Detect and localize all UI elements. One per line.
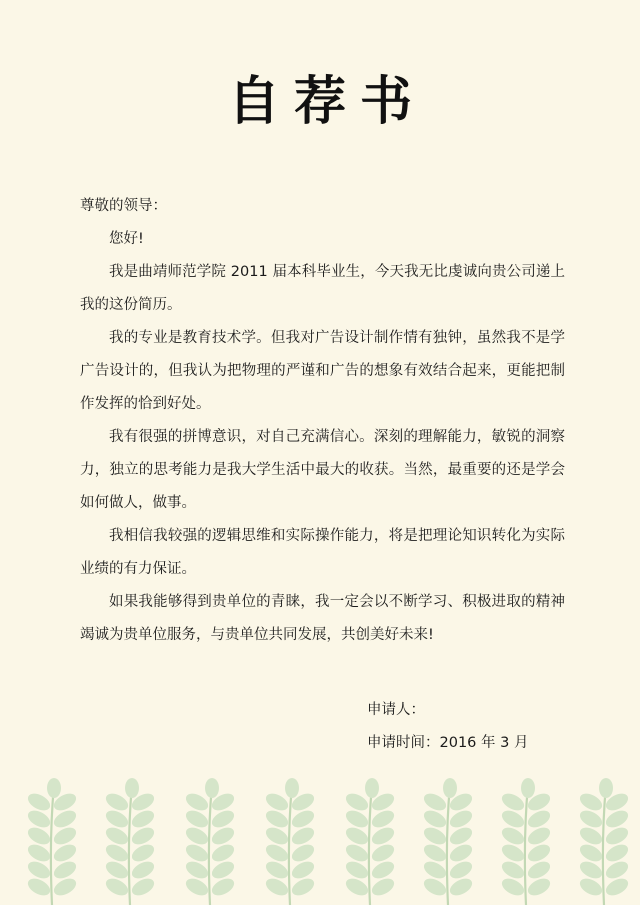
sprig-leaf	[525, 875, 553, 899]
sprig-leaf	[421, 875, 449, 899]
paragraph-intro: 我是曲靖师范学院 2011 届本科毕业生，今天我无比虔诚向贵公司递上我的这份简历。	[80, 264, 565, 313]
sprig-leaf	[521, 778, 535, 798]
sprig-leaf	[421, 824, 449, 848]
sprig-stem	[603, 785, 606, 905]
letter-body	[80, 190, 565, 652]
sprig-leaf	[209, 807, 237, 831]
sprig-leaf	[289, 824, 317, 848]
sprig-leaf	[603, 841, 631, 865]
sprig-leaf	[129, 875, 157, 899]
sprig-leaf	[209, 875, 237, 899]
sprig-leaf	[47, 778, 61, 798]
leaf-sprig	[103, 778, 157, 905]
sprig-leaf	[343, 875, 371, 899]
sprig-leaf	[369, 807, 397, 831]
sprig-leaf	[289, 858, 317, 882]
sprig-leaf	[289, 807, 317, 831]
sprig-leaf	[369, 858, 397, 882]
sprig-leaf	[421, 841, 449, 865]
leaf-sprig	[183, 778, 237, 905]
sprig-leaf	[577, 824, 605, 848]
sprig-leaf	[51, 807, 79, 831]
sprig-leaf	[499, 858, 527, 882]
leaf-sprig	[263, 778, 317, 905]
sprig-leaf	[209, 824, 237, 848]
sprig-leaf	[129, 807, 157, 831]
sprig-leaf	[25, 841, 53, 865]
paragraph-major: 我的专业是教育技术学。但我对广告设计制作情有独钟，虽然我不是学广告设计的，但我认为把物理的严谨和广告的想象有效结合起来，更能把制作发挥的恰到好处。	[80, 330, 565, 412]
sprig-leaf	[103, 824, 131, 848]
applicant-label: 申请人：	[367, 702, 425, 718]
salutation: 尊敬的领导：	[80, 198, 167, 214]
sprig-leaf	[25, 858, 53, 882]
page-title: 自荐书	[227, 72, 426, 132]
leaf-sprig	[25, 778, 79, 905]
sprig-stem	[525, 785, 528, 905]
sprig-leaf	[183, 875, 211, 899]
sprig-leaf	[499, 841, 527, 865]
sprig-leaf	[129, 858, 157, 882]
sprig-leaf	[183, 858, 211, 882]
sprig-leaf	[285, 778, 299, 798]
sprig-leaf	[129, 824, 157, 848]
sprig-leaf	[343, 841, 371, 865]
sprig-leaf	[183, 841, 211, 865]
sprig-leaf	[603, 875, 631, 899]
sprig-leaf	[369, 841, 397, 865]
paragraph-strengths: 我有很强的拼博意识，对自己充满信心。深刻的理解能力，敏锐的洞察力，独立的思考能力是我大学生活中最大的收获。当然，最重要的还是学会如何做人，做事。	[80, 429, 565, 511]
paragraph-abilities: 我相信我较强的逻辑思维和实际操作能力，将是把理论知识转化为实际业绩的有力保证。	[80, 528, 565, 577]
sprig-leaf	[205, 778, 219, 798]
sprig-leaf	[51, 824, 79, 848]
sprig-leaf	[343, 824, 371, 848]
sprig-leaf	[499, 807, 527, 831]
sprig-leaf	[129, 841, 157, 865]
sprig-leaf	[365, 778, 379, 798]
sprig-stem	[209, 785, 212, 905]
sprig-leaf	[525, 841, 553, 865]
sprig-leaf	[125, 778, 139, 798]
leaf-sprig	[499, 778, 553, 905]
sprig-leaf	[25, 824, 53, 848]
sprig-leaf	[209, 841, 237, 865]
sprig-leaf	[263, 824, 291, 848]
sprig-stem	[369, 785, 372, 905]
sprig-leaf	[103, 858, 131, 882]
sprig-leaf	[447, 807, 475, 831]
sprig-leaf	[263, 858, 291, 882]
sprig-leaf	[603, 824, 631, 848]
sprig-leaf	[183, 807, 211, 831]
sprig-leaf	[421, 858, 449, 882]
sprig-leaf	[525, 807, 553, 831]
application-date: 申请时间：2016 年 3 月	[367, 735, 529, 751]
sprig-leaf	[263, 875, 291, 899]
sprig-leaf	[25, 807, 53, 831]
paragraph-greeting: 您好!	[109, 231, 144, 247]
sprig-leaf	[447, 875, 475, 899]
sprig-leaf	[525, 824, 553, 848]
sprig-leaf	[499, 875, 527, 899]
sprig-leaf	[599, 778, 613, 798]
leaf-decoration	[0, 770, 640, 905]
sprig-leaf	[51, 858, 79, 882]
sprig-leaf	[603, 858, 631, 882]
sprig-leaf	[447, 858, 475, 882]
sprig-leaf	[343, 807, 371, 831]
sprig-leaf	[263, 841, 291, 865]
sprig-leaf	[103, 875, 131, 899]
leaf-sprig	[577, 778, 631, 905]
sprig-leaf	[447, 841, 475, 865]
sprig-leaf	[577, 858, 605, 882]
sprig-leaf	[103, 807, 131, 831]
sprig-leaf	[525, 858, 553, 882]
sprig-leaf	[577, 807, 605, 831]
sprig-leaf	[183, 824, 211, 848]
signature-block	[367, 694, 528, 760]
sprig-leaf	[603, 807, 631, 831]
sprig-leaf	[103, 841, 131, 865]
sprig-leaf	[263, 807, 291, 831]
sprig-leaf	[25, 875, 53, 899]
leaf-sprig	[421, 778, 475, 905]
sprig-leaf	[421, 807, 449, 831]
sprig-leaf	[51, 841, 79, 865]
sprig-leaf	[209, 858, 237, 882]
sprig-stem	[289, 785, 292, 905]
paragraph-closing: 如果我能够得到贵单位的青睐，我一定会以不断学习、积极进取的精神竭诚为贵单位服务，与贵单位共同发展，共创美好未来!	[80, 594, 565, 643]
sprig-leaf	[289, 841, 317, 865]
sprig-leaf	[369, 824, 397, 848]
sprig-stem	[51, 785, 54, 905]
sprig-leaf	[289, 875, 317, 899]
sprig-leaf	[577, 875, 605, 899]
sprig-leaf	[51, 875, 79, 899]
leaf-sprig	[343, 778, 397, 905]
sprig-leaf	[443, 778, 457, 798]
sprig-leaf	[577, 841, 605, 865]
sprig-leaf	[343, 858, 371, 882]
sprig-leaf	[369, 875, 397, 899]
sprig-leaf	[499, 824, 527, 848]
sprig-stem	[447, 785, 450, 905]
sprig-leaf	[447, 824, 475, 848]
sprig-stem	[129, 785, 132, 905]
